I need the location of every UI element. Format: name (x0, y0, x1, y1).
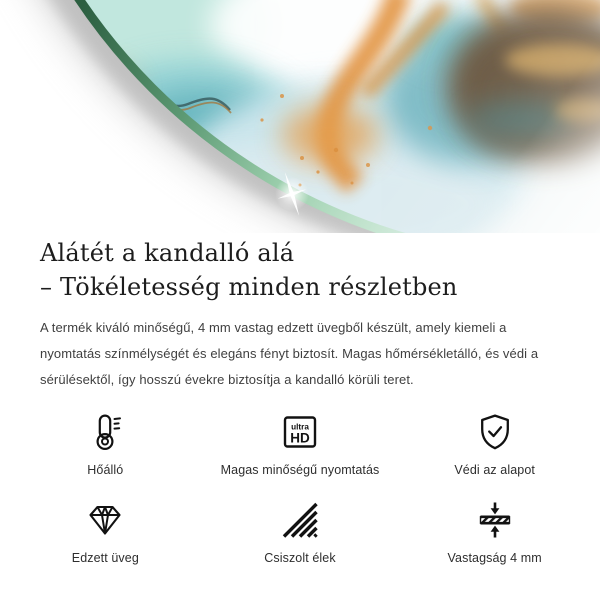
feature-label: Vastagság 4 mm (447, 551, 542, 565)
feature-label: Edzett üveg (71, 551, 139, 565)
ultra-hd-icon-text-bottom: HD (290, 430, 310, 446)
feature-label: Csiszolt élek (264, 551, 336, 565)
page-title-line2: – Tökéletesség minden részletben (40, 273, 458, 301)
feature-item-ultra-hd-print (203, 409, 398, 477)
features-grid (8, 409, 592, 565)
feature-item-protects-base (397, 409, 592, 477)
product-image-canvas (0, 0, 600, 233)
feature-label: Hőálló (87, 463, 124, 477)
content-section (0, 236, 600, 565)
feature-label: Magas minőségű nyomtatás (220, 463, 380, 477)
feature-item-tempered-glass (8, 497, 203, 565)
ultra-hd-icon-text-top: ultra (291, 422, 309, 432)
feature-item-heat-resistant (8, 409, 203, 477)
feature-item-polished-edges (203, 497, 398, 565)
product-image (0, 0, 600, 233)
thermometer-icon (85, 409, 125, 455)
feature-label: Védi az alapot (454, 463, 535, 477)
polished-edge-icon (280, 497, 320, 543)
thickness-icon (475, 497, 515, 543)
page-title (40, 236, 560, 304)
feature-item-thickness (397, 497, 592, 565)
diamond-icon (85, 497, 125, 543)
shield-check-icon (475, 409, 515, 455)
page-title-line1: Alátét a kandalló alá (40, 239, 295, 267)
product-description: A termék kiváló minőségű, 4 mm vastag edzett üvegből készült, amely kiemeli a nyomtatás színmélységét és elegáns fényt biztosít. Magas hőmérsékletálló, és védi a sérülésektől, így hosszú évekre biztosítja a kandalló körüli teret. (40, 320, 539, 387)
ultra-hd-icon (280, 409, 320, 455)
hero-white-fade (0, 0, 600, 233)
